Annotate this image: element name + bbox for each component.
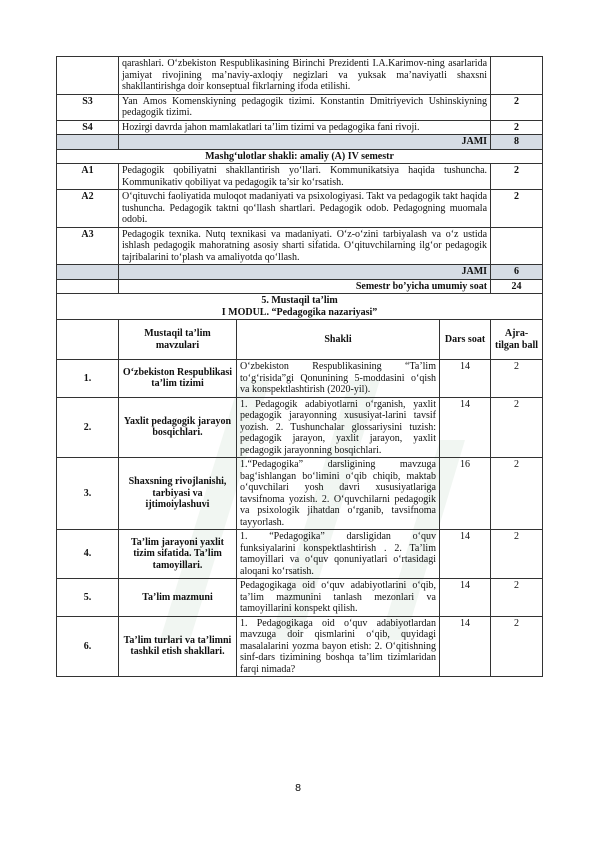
table-row [57,164,543,190]
table-row [57,579,543,617]
row-text: O‘qituvchi faoliyatida muloqot madaniyati va psixologiyasi. Takt va pedagogik takt haqida tushuncha. Pedagogik taktni qo‘llash shartlari. Pedagogik odob. Pedagogning muomala odobi. [119,190,491,228]
page-number: 8 [294,783,302,794]
section5-heading [57,294,543,320]
item-form: 1.“Pedagogika” darsligining mavzuga bag‘ishlangan bo‘limini o‘qib chiqib, maktab o‘quvchilari yosh davri xususiyatlariga tavsifnoma yozish. 2. O‘quvchilarni pedagogik va psixologik jihatdan o‘rganib, tavsifnoma tayyorlash. [237,458,440,530]
table-row [57,190,543,228]
table-row [57,227,543,265]
item-form: 1. Pedagogik adabiyotlarni o‘rganish, yaxlit pedagogik jarayonning xususiyat-larini tavsif yozish. 2. Tushunchalar glossariysini tuzish: pedagogik jarayon, yaxlit jarayon, yaxlit pedagogik jarayonning bosqichlari. [237,397,440,458]
total-label: JAMI [119,135,491,150]
table-row [57,458,543,530]
module-title: I MODUL. “Pedagogika nazariyasi” [221,306,378,318]
header-hours: Dars soat [440,320,491,360]
empty-cell [57,135,119,150]
item-number: 1. [57,360,119,398]
item-form: O‘zbekiston Respublikasining “Ta’lim to‘g‘risida”gi Qonunining 5-moddasini o‘qish va konspektlashtirish (2020-yil). [237,360,440,398]
row-code: A3 [57,227,119,265]
item-points: 2 [491,397,543,458]
item-points: 2 [491,530,543,579]
item-form: 1. Pedagogikaga oid o‘quv adabiyotlardan mavzuga doir qismlarini o‘qib, quyidagi masalalarini yozma bayon etish: 2. O‘qitishning sinf-dars tizimining boshqa ta’lim tizimlaridan farqi nimada? [237,616,440,677]
empty-cell [57,265,119,280]
item-points: 2 [491,579,543,617]
item-topic: Shaxsning rivojlanishi, tarbiyasi va ijtimoiylashuvi [119,458,237,530]
row-text: Hozirgi davrda jahon mamlakatlari ta’lim tizimi va pedagogika fani rivoji. [119,120,491,135]
total-label: JAMI [119,265,491,280]
section-row [57,149,543,164]
item-hours: 14 [440,397,491,458]
table-row [57,616,543,677]
item-topic: Ta’lim turlari va ta’limni tashkil etish shakllari. [119,616,237,677]
header-form: Shakli [237,320,440,360]
row-hours: 2 [491,94,543,120]
table-row [57,120,543,135]
header-topics: Mustaqil ta’lim mavzulari [119,320,237,360]
row-text: Yan Amos Komenskiyning pedagogik tizimi. Konstantin Dmitriyevich Ushinskiyning pedagogik tizimi. [119,94,491,120]
item-topic: Yaxlit pedagogik jarayon bosqichlari. [119,397,237,458]
item-form: Pedagogikaga oid o‘quv adabiyotlarini o‘qib, ta’lim mazmunini tanlash mezonlari va tamoyillarini konspekt qilish. [237,579,440,617]
row-hours [491,227,543,265]
item-hours: 14 [440,360,491,398]
total-row [57,265,543,280]
item-number: 4. [57,530,119,579]
row-code [57,57,119,95]
item-points: 2 [491,458,543,530]
item-points: 2 [491,360,543,398]
table-row [57,530,543,579]
semester-total-row [57,279,543,294]
page-content [56,56,542,677]
item-number: 3. [57,458,119,530]
row-hours: 2 [491,120,543,135]
header-row [57,320,543,360]
table-row [57,57,543,95]
table-row [57,397,543,458]
item-form: 1. “Pedagogika” darsligidan o‘quv funksiyalarini konspektlashtirish . 2. Ta’lim tamoyillari va o‘quv qonuniyatlari o‘rtasidagi aloqani ko‘rsatish. [237,530,440,579]
row-code: S4 [57,120,119,135]
semester-total-value: 24 [491,279,543,294]
item-number: 2. [57,397,119,458]
semester-total-label: Semestr bo’yicha umumiy soat [119,279,491,294]
item-hours: 16 [440,458,491,530]
total-row [57,135,543,150]
item-number: 6. [57,616,119,677]
total-value: 6 [491,265,543,280]
row-code: S3 [57,94,119,120]
item-points: 2 [491,616,543,677]
item-number: 5. [57,579,119,617]
item-topic: Ta’lim mazmuni [119,579,237,617]
table-row [57,94,543,120]
total-value: 8 [491,135,543,150]
table-row [57,360,543,398]
section5-row [57,294,543,320]
row-hours [491,57,543,95]
row-code: A2 [57,190,119,228]
item-hours: 14 [440,579,491,617]
section5-title: 5. Mustaqil ta’lim [261,295,338,306]
header-points: Ajra-tilgan ball [491,320,543,360]
header-empty [57,320,119,360]
row-code: A1 [57,164,119,190]
row-text: Pedagogik qobiliyatni shakllantirish yo‘llari. Kommunikatsiya haqida tushuncha. Kommunikativ qobiliyat va pedagogik ta’sir ko‘rsatish. [119,164,491,190]
section-title: Mashg‘ulotlar shakli: amaliy (A) IV semestr [57,149,543,164]
item-topic: O‘zbekiston Respublikasi ta’lim tizimi [119,360,237,398]
item-hours: 14 [440,616,491,677]
row-text: Pedagogik texnika. Nutq texnikasi va madaniyati. O‘z-o‘zini tarbiyalash va o‘z ustida ishlash pedagogik mahoratning asosiy sharti sifatida. O‘qituvchilarning ilg‘or pedagogik tajribalarini to‘plash va amaliyotda qo‘llash. [119,227,491,265]
row-text: qarashlari. O‘zbekiston Respublikasining Birinchi Prezidenti I.A.Karimov-ning asarlarida jamiyat rivojining ma’naviy-axloqiy negizlari va yuksak ma’naviyatli shaxsni shakllantirishga doir konseptual fikrlarning ifoda etilishi. [119,57,491,95]
row-hours: 2 [491,164,543,190]
item-topic: Ta’lim jarayoni yaxlit tizim sifatida. Ta’lim tamoyillari. [119,530,237,579]
row-hours: 2 [491,190,543,228]
item-hours: 14 [440,530,491,579]
curriculum-table [56,56,543,677]
empty-cell [57,279,119,294]
